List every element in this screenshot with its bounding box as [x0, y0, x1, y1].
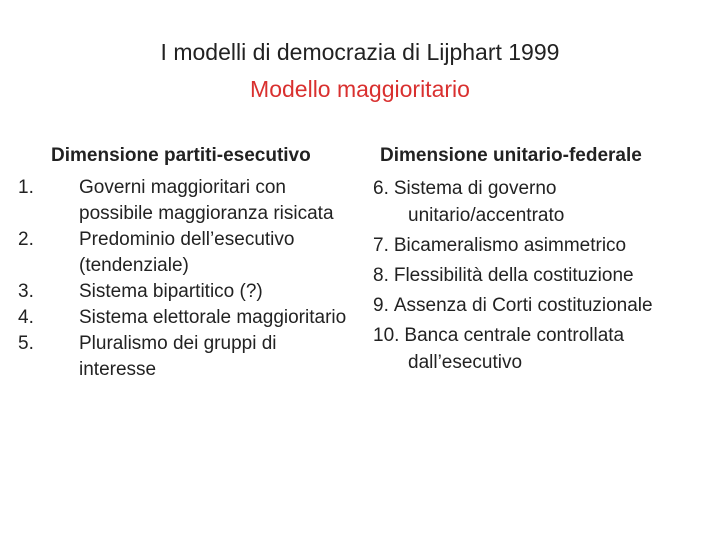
list-item-text: Flessibilità della costituzione — [393, 265, 634, 286]
list-item-text: Assenza di Corti costituzionale — [393, 295, 653, 316]
slide-subtitle: Modello maggioritario — [250, 76, 470, 102]
right-list — [372, 175, 702, 376]
list-item-number: 5. — [18, 333, 34, 354]
slide-title: I modelli di democrazia di Lijphart 1999 — [160, 39, 560, 65]
list-item — [372, 322, 702, 376]
list-item-text: Governi maggioritari con possibile maggioranza risicata — [79, 177, 334, 224]
list-item — [372, 232, 702, 259]
list-item-text: Pluralismo dei gruppi di interesse — [79, 333, 277, 380]
slide-title-block — [0, 34, 720, 108]
list-item-number: 10. — [373, 325, 400, 346]
list-item-text: Banca centrale controllata dall’esecutivo — [404, 325, 625, 373]
list-item-text: Sistema elettorale maggioritario — [79, 307, 347, 328]
left-column-heading: Dimensione partiti-esecutivo — [51, 145, 311, 166]
list-item-number: 6. — [373, 178, 389, 199]
left-column — [18, 141, 354, 383]
list-item — [372, 262, 702, 289]
right-column — [372, 141, 702, 379]
list-item — [372, 175, 702, 229]
list-item-number: 2. — [18, 229, 34, 250]
list-item-number: 7. — [373, 235, 389, 256]
list-item-text: Sistema bipartitico (?) — [79, 281, 263, 302]
list-item-number: 9. — [373, 295, 389, 316]
list-item — [18, 175, 354, 227]
list-item-text: Bicameralismo asimmetrico — [393, 235, 627, 256]
list-item-number: 4. — [18, 307, 34, 328]
list-item-number: 8. — [373, 265, 389, 286]
list-item — [18, 331, 354, 383]
list-item — [372, 292, 702, 319]
left-list — [18, 175, 354, 383]
list-item-number: 3. — [18, 281, 34, 302]
right-column-heading: Dimensione unitario-federale — [380, 145, 642, 166]
list-item — [18, 279, 354, 305]
list-item — [18, 305, 354, 331]
list-item — [18, 227, 354, 279]
list-item-text: Predominio dell’esecutivo (tendenziale) — [79, 229, 295, 276]
list-item-text: Sistema di governo unitario/accentrato — [393, 178, 565, 226]
list-item-number: 1. — [18, 177, 34, 198]
